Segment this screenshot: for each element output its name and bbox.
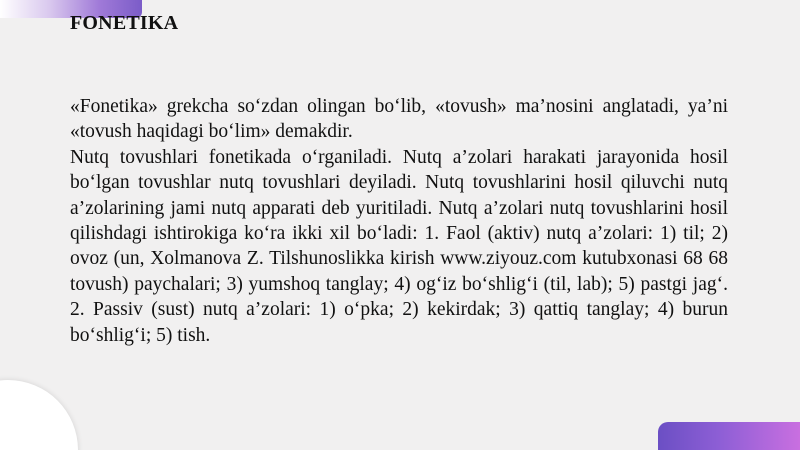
- body-paragraph: [70, 94, 728, 348]
- slide-title: FONETIKA: [70, 12, 179, 34]
- paragraph-main: Nutq tovushlari fonetikada o‘rganiladi. Nutq a’zolari harakati jarayonida hosil bo‘lgan tovushlar nutq tovushlari deyiladi. Nutq tovushlarini hosil qiluvchi nutq a’zolarining jami nutq apparati deb yuritiladi. Nutq a’zolari nutq tovushlarini hosil qilishdagi ishtirokiga ko‘ra ikki xil bo‘ladi: 1. Faol (aktiv) nutq a’zolari: 1) til; 2) ovoz (un, Xolmanova Z. Tilshunoslikka kirish www.ziyouz.com kutubxonasi 68 68 tovush) paychalari; 3) yumshoq tanglay; 4) og‘iz bo‘shlig‘i (til, lab); 5) pastgi jag‘. 2. Passiv (sust) nutq a’zolari: 1) o‘pka; 2) kekirdak; 3) qattiq tanglay; 4) burun bo‘shlig‘i; 5) tish.: [70, 146, 728, 346]
- bottom-left-circle-decoration: [0, 380, 78, 450]
- paragraph-intro: «Fonetika» grekcha so‘zdan olingan bo‘lib, «tovush» ma’nosini anglatadi, ya’ni «tovush haqidagi bo‘lim» demakdir.: [70, 96, 728, 143]
- bottom-right-accent-bar: [658, 422, 800, 450]
